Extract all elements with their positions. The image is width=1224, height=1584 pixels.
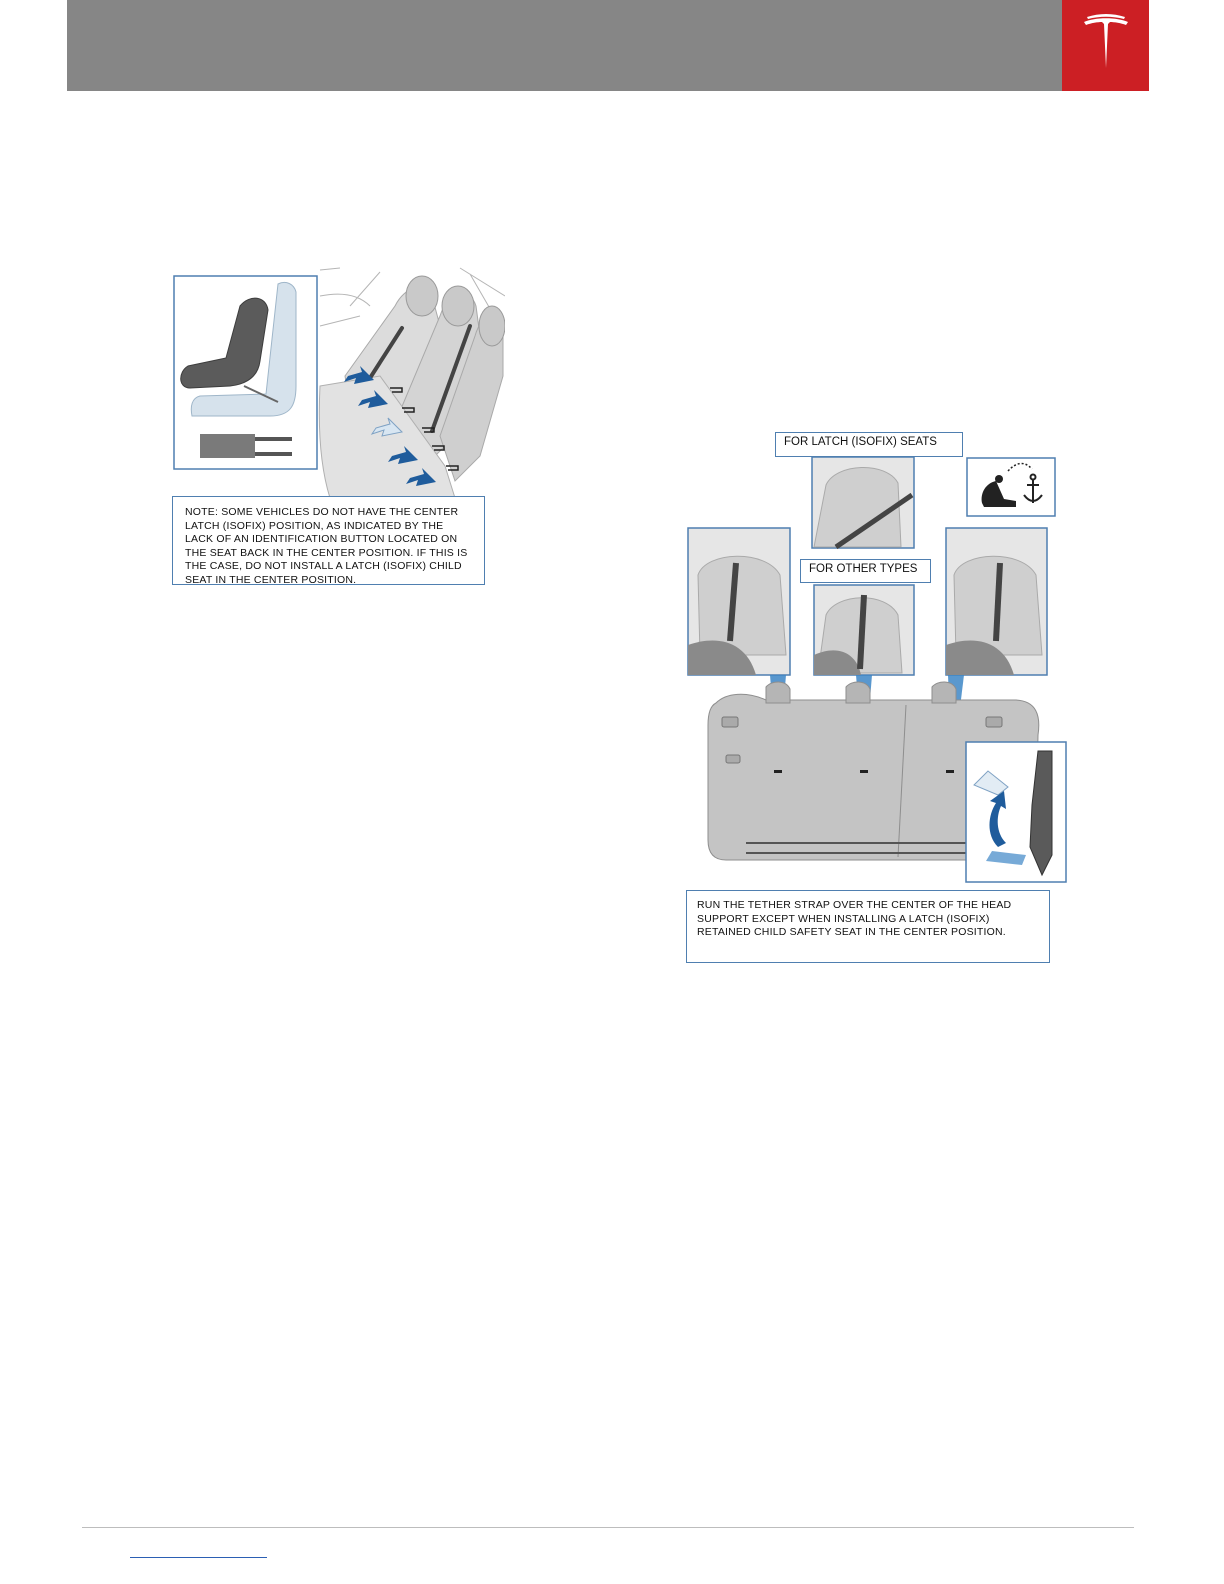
center-other-inset — [814, 585, 914, 675]
latch-anchor-figure — [170, 266, 505, 498]
tether-hook-inset — [966, 742, 1066, 882]
left-outboard-inset — [688, 528, 790, 675]
footer-link-underline[interactable] — [130, 1557, 267, 1558]
tether-strap-figure — [686, 455, 1068, 887]
footer-rule — [82, 1527, 1134, 1528]
tether-strap-note: RUN THE TETHER STRAP OVER THE CENTER OF THE HEAD SUPPORT EXCEPT WHEN INSTALLING A LATCH (ISOFIX) RETAINED CHILD SAFETY SEAT IN THE CENTER POSITION. — [686, 890, 1050, 963]
child-anchor-symbol — [967, 458, 1055, 516]
latch-center-inset — [812, 457, 914, 548]
other-types-label: FOR OTHER TYPES — [800, 559, 931, 583]
brand-logo — [1062, 0, 1149, 91]
center-latch-note: NOTE: SOME VEHICLES DO NOT HAVE THE CENTER LATCH (ISOFIX) POSITION, AS INDICATED BY THE LACK OF AN IDENTIFICATION BUTTON LOCATED ON THE SEAT BACK IN THE CENTER POSITION. IF THIS IS THE CASE, DO NOT INSTALL A LATCH (ISOFIX) CHILD SEAT IN THE CENTER POSITION. — [172, 496, 485, 585]
latch-seats-label: FOR LATCH (ISOFIX) SEATS — [775, 432, 963, 457]
tesla-logo-icon — [1081, 14, 1131, 74]
header-bar — [67, 0, 1062, 91]
right-outboard-inset — [946, 528, 1047, 675]
child-seat-inset — [174, 276, 317, 469]
